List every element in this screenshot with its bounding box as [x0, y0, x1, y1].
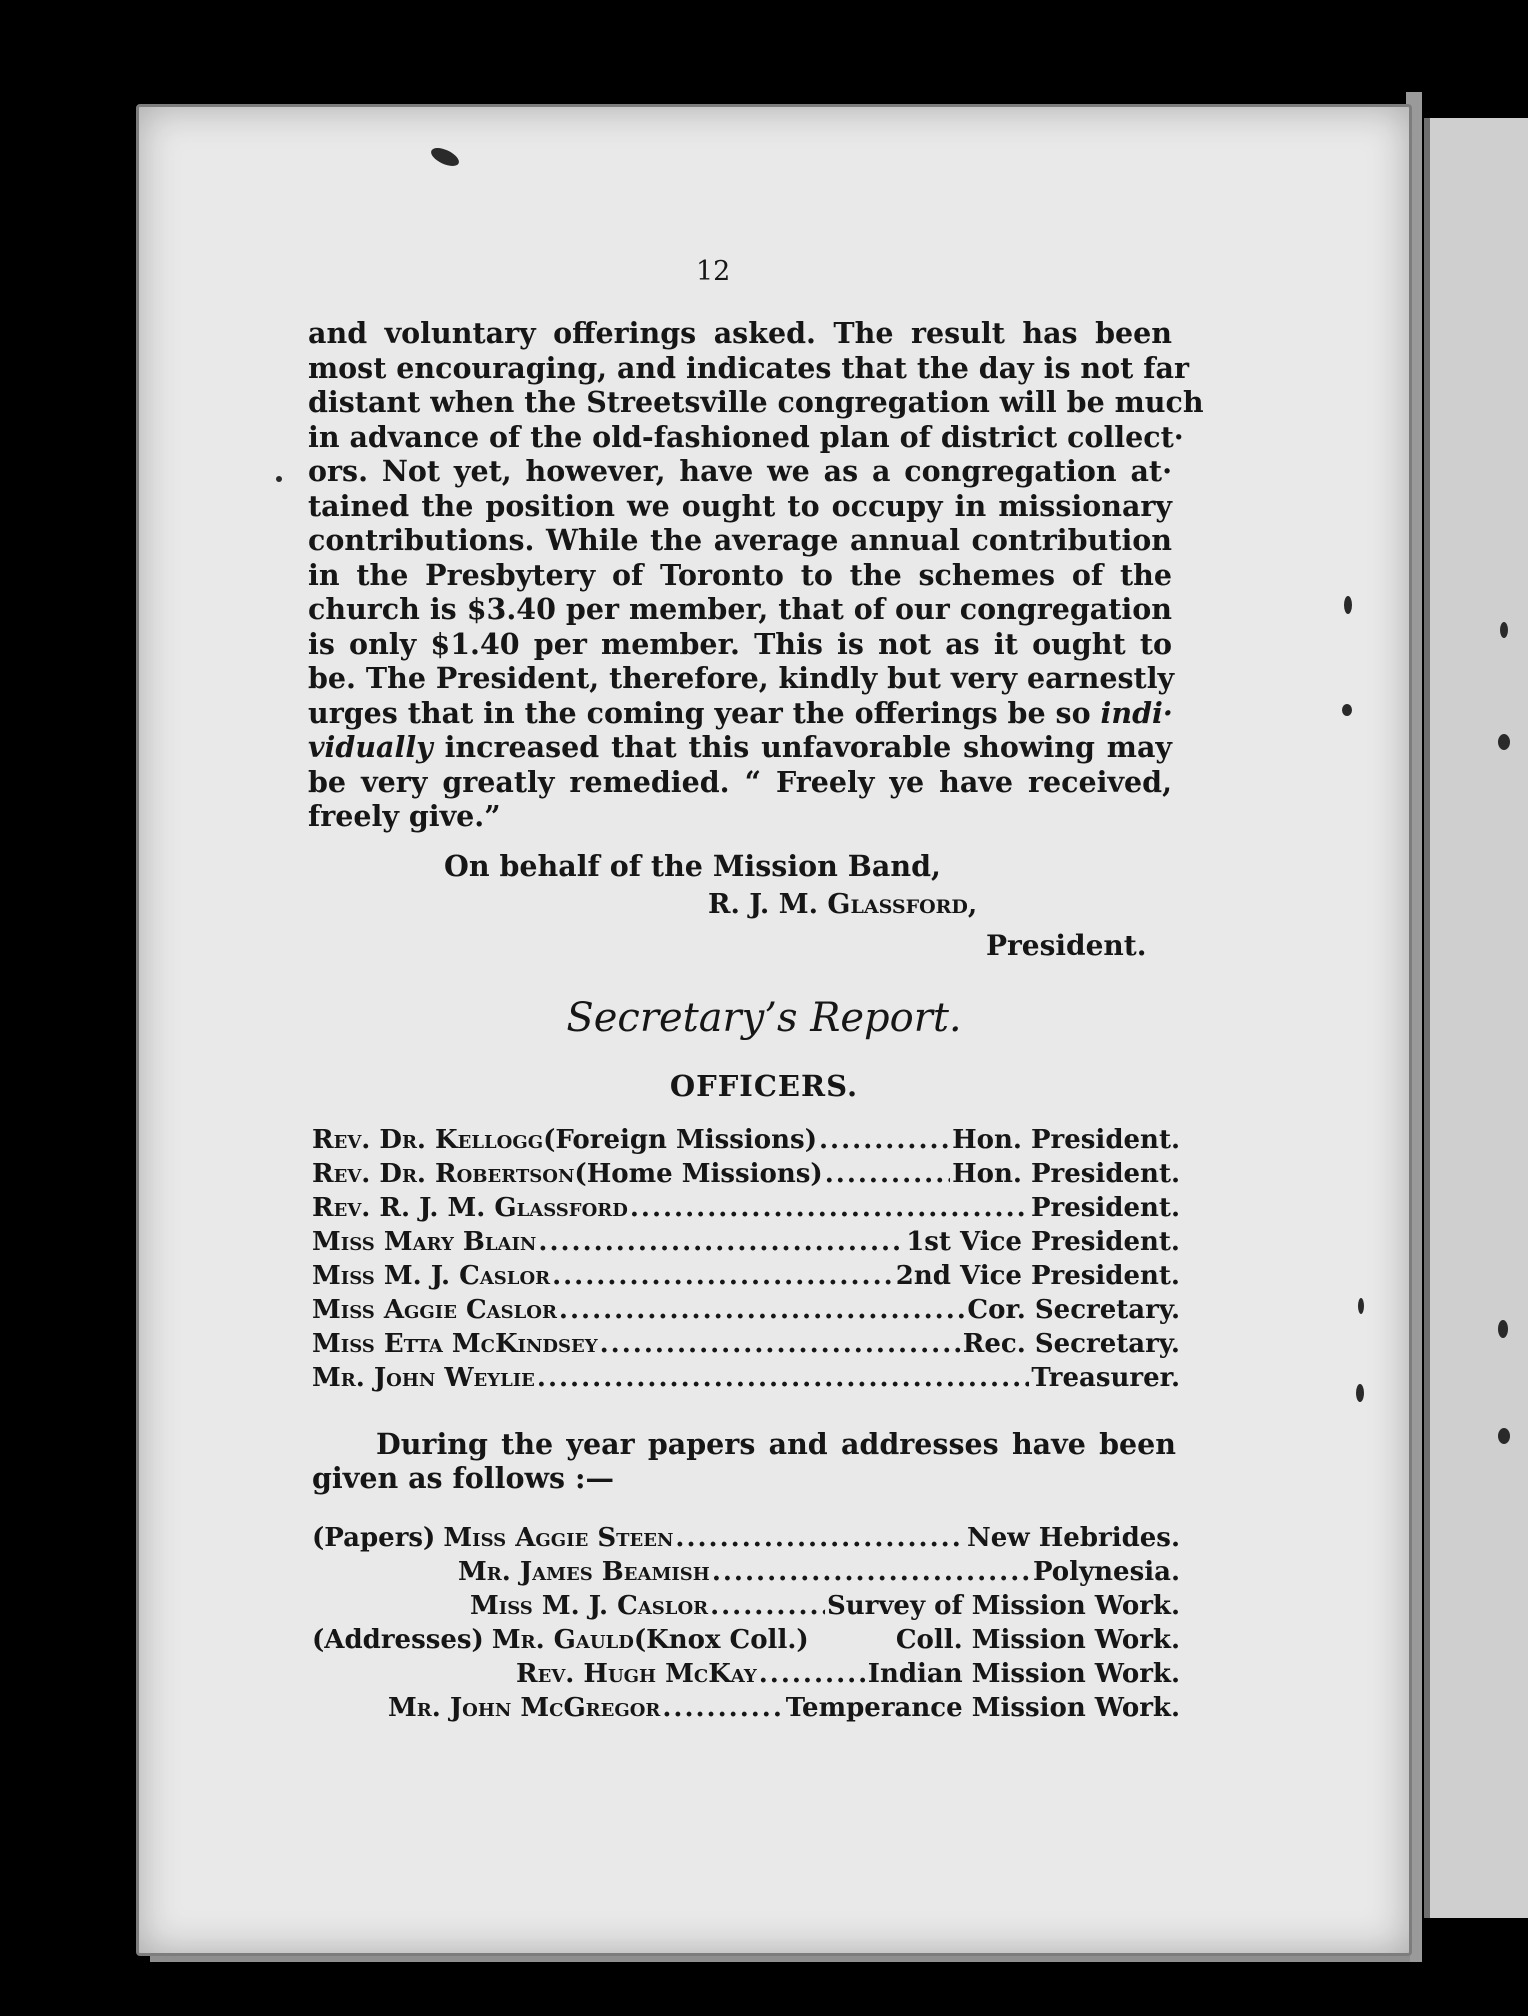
officer-role: Treasurer.: [1031, 1363, 1180, 1393]
officer-name: Miss Mary Blain: [312, 1227, 537, 1257]
officer-name: Rev. R. J. M. Glassford: [312, 1193, 628, 1223]
papers-intro: [312, 1427, 1176, 1495]
talk-row: [312, 1521, 1180, 1555]
ink-speck: [276, 476, 282, 482]
talk-speaker: Mr. Gauld: [491, 1625, 634, 1655]
officer-name: Rev. Dr. Robertson: [312, 1159, 575, 1189]
talk-label: (Addresses): [312, 1625, 484, 1655]
body-line-text: urges that in the coming year the offerings be so: [308, 695, 1091, 730]
body-line: freely give.”: [308, 799, 501, 833]
body-line: in advance of the old-fashioned plan of district collect·: [308, 419, 1184, 454]
leader-dots: [819, 1123, 950, 1157]
officer-list: [312, 1123, 1180, 1395]
officers-heading: OFFICERS.: [669, 1069, 859, 1103]
body-line: is only $1.40 per member. This is not as it ought to: [308, 626, 1172, 661]
body-line: church is $3.40 per member, that of our congregation: [308, 592, 1172, 626]
officer-name: Miss Etta McKindsey: [312, 1329, 598, 1359]
ink-speck: [1356, 1384, 1364, 1402]
officer-row: [312, 1327, 1180, 1361]
page-number: 12: [696, 256, 731, 287]
leader-dots: [538, 1225, 904, 1259]
ink-speck: [1498, 1320, 1508, 1338]
body-paragraph: [308, 316, 1204, 834]
officer-role: Hon. President.: [952, 1125, 1180, 1155]
leader-dots: [600, 1327, 961, 1361]
leader-dots: [537, 1361, 1029, 1395]
leader-dots: [662, 1691, 783, 1725]
intro-line: given as follows :—: [312, 1461, 614, 1495]
officer-name: Rev. Dr. Kellogg: [312, 1125, 544, 1155]
officer-row: [312, 1361, 1180, 1395]
talk-row: [312, 1691, 1180, 1725]
talk-row: [312, 1623, 1180, 1657]
talk-topic: New Hebrides.: [966, 1523, 1180, 1553]
ink-speck: [1344, 596, 1352, 614]
officer-name: Mr. John Weylie: [312, 1363, 535, 1393]
body-line-text: increased that this unfavorable showing may: [444, 730, 1172, 764]
officer-name: Miss M. J. Caslor: [312, 1261, 551, 1291]
talk-row: [312, 1589, 1180, 1623]
talk-label: (Papers): [312, 1523, 436, 1553]
ink-speck: [1358, 1298, 1364, 1314]
body-line: tained the position we ought to occupy in missionary: [308, 488, 1172, 523]
intro-line: During the year papers and addresses have been: [376, 1427, 1176, 1461]
body-line: be very greatly remedied. “ Freely ye have received,: [308, 764, 1172, 799]
ink-speck: [1500, 622, 1508, 638]
closing-line: On behalf of the Mission Band,: [444, 849, 941, 883]
talk-row: [312, 1657, 1180, 1691]
officer-row: [312, 1225, 1180, 1259]
officer-role: Rec. Secretary.: [962, 1329, 1180, 1359]
body-line: contributions. While the average annual contribution: [308, 523, 1172, 557]
officer-role: 1st Vice President.: [906, 1227, 1180, 1257]
officer-row: [312, 1191, 1180, 1225]
leader-dots: [759, 1657, 866, 1691]
officer-note: (Home Missions): [574, 1159, 823, 1189]
talk-speaker: Mr. James Beamish: [458, 1557, 710, 1587]
leader-dots: [559, 1293, 966, 1327]
italic-word: indi·: [1100, 695, 1173, 730]
talk-topic: Temperance Mission Work.: [785, 1693, 1180, 1723]
officer-row: [312, 1157, 1180, 1191]
talk-topic: Indian Mission Work.: [867, 1659, 1180, 1689]
body-line: in the Presbytery of Toronto to the schemes of the: [308, 557, 1172, 592]
talk-row: [312, 1555, 1180, 1589]
section-title: Secretary’s Report.: [566, 995, 962, 1041]
talk-speaker: Rev. Hugh McKay: [516, 1659, 757, 1689]
talk-note: (Knox Coll.): [633, 1625, 809, 1655]
leader-dots: [630, 1191, 1029, 1225]
officer-role: President.: [1031, 1193, 1180, 1223]
leader-dots: [552, 1259, 894, 1293]
officer-name: Miss Aggie Caslor: [312, 1295, 557, 1325]
leader-dots: [825, 1157, 950, 1191]
officer-row: [312, 1293, 1180, 1327]
leader-dots: [710, 1589, 825, 1623]
officer-role: Cor. Secretary.: [967, 1295, 1180, 1325]
ink-speck: [1498, 734, 1510, 750]
body-line: be. The President, therefore, kindly but very earnestly: [308, 661, 1175, 695]
talk-speaker: Mr. John McGregor: [388, 1693, 661, 1723]
talk-list: [312, 1521, 1180, 1725]
body-line: [308, 696, 1172, 731]
officer-role: Hon. President.: [952, 1159, 1180, 1189]
talk-topic: Survey of Mission Work.: [826, 1591, 1180, 1621]
signature-title: President.: [986, 929, 1147, 962]
ink-speck: [1498, 1428, 1510, 1444]
ink-speck: [1342, 704, 1352, 716]
talk-topic: Coll. Mission Work.: [895, 1625, 1180, 1655]
talk-topic: Polynesia.: [1032, 1557, 1180, 1587]
officer-row: [312, 1259, 1180, 1293]
officer-row: [312, 1123, 1180, 1157]
officer-role: 2nd Vice President.: [895, 1261, 1180, 1291]
italic-word: vidually: [308, 730, 433, 764]
body-line: ors. Not yet, however, have we as a congregation at·: [308, 454, 1172, 488]
leader-dots: [675, 1521, 965, 1555]
body-line: most encouraging, and indicates that the day is not far: [308, 350, 1189, 385]
signature-name: R. J. M. Glassford,: [708, 889, 978, 920]
leader-dots: [712, 1555, 1031, 1589]
talk-speaker: Miss M. J. Caslor: [470, 1591, 709, 1621]
talk-speaker: Miss Aggie Steen: [443, 1523, 674, 1553]
officer-note: (Foreign Missions): [543, 1125, 817, 1155]
body-line: distant when the Streetsville congregation will be much: [308, 385, 1204, 419]
body-line: and voluntary offerings asked. The result has been: [308, 316, 1172, 350]
body-line: [308, 730, 1172, 765]
